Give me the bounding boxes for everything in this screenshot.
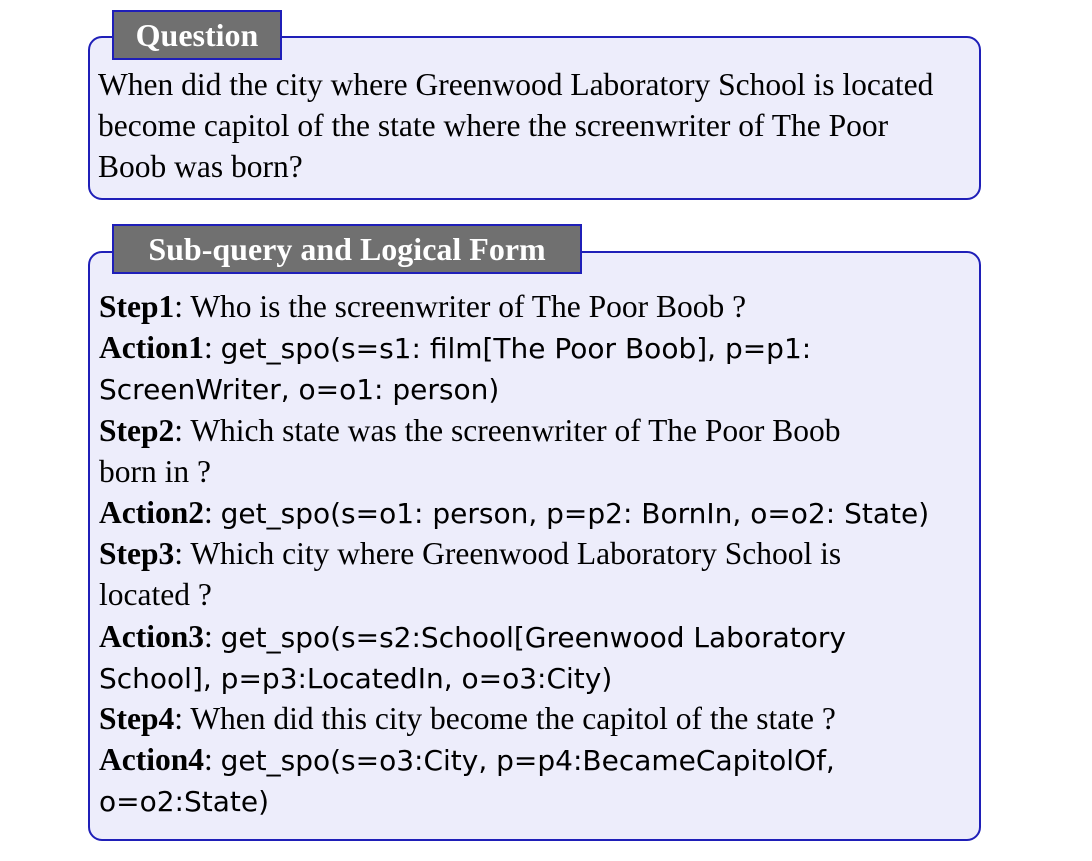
logical-form-text: get_spo(s=o1: person, p=p2: BornIn, o=o2: State): [220, 496, 930, 530]
question-panel: [88, 36, 981, 200]
step-key: Step2: [99, 412, 175, 448]
action-line: [99, 327, 974, 368]
step-line: [99, 698, 974, 739]
question-label: Question: [112, 10, 282, 60]
action-line: [99, 739, 974, 780]
action-key: Action2: [99, 494, 204, 530]
sub-query-text: Which city where Greenwood Laboratory School is: [190, 536, 842, 572]
key-separator: :: [204, 618, 221, 654]
key-separator: :: [204, 742, 221, 778]
key-separator: :: [204, 494, 221, 530]
key-separator: :: [174, 412, 191, 448]
logical-form-text: School], p=p3:LocatedIn, o=o3:City): [99, 661, 613, 695]
action-key: Action1: [99, 330, 204, 366]
key-separator: :: [174, 289, 191, 324]
logical-form-text: o=o2:State): [99, 785, 270, 819]
step-key: Step4: [99, 700, 175, 736]
logical-form-text: get_spo(s=s1: film[The Poor Boob], p=p1:: [220, 332, 812, 366]
continuation-line: [99, 657, 974, 698]
sub-query-text: born in ?: [99, 453, 211, 489]
subquery-label: Sub-query and Logical Form: [112, 224, 582, 274]
continuation-line: [99, 451, 974, 492]
step-line: [99, 410, 974, 451]
sub-query-text: Which state was the screenwriter of The Poor Boob: [190, 412, 841, 448]
step-line: [99, 533, 974, 574]
action-key: Action4: [99, 742, 204, 778]
logical-form-text: get_spo(s=s2:School[Greenwood Laboratory: [220, 620, 846, 654]
step-key: Step1: [99, 289, 175, 324]
key-separator: :: [174, 536, 191, 572]
question-text: When did the city where Greenwood Laboratory School is located become capitol of the state where the screenwriter of The Poor Boob was born?: [98, 67, 934, 184]
step-line: [99, 286, 974, 327]
sub-query-text: When did this city become the capitol of the state ?: [190, 700, 836, 736]
subquery-steps: [99, 286, 974, 821]
logical-form-text: get_spo(s=o3:City, p=p4:BecameCapitolOf,: [220, 744, 835, 778]
step-key: Step3: [99, 536, 175, 572]
continuation-line: [99, 780, 974, 821]
key-separator: :: [204, 330, 221, 366]
sub-query-text: Who is the screenwriter of The Poor Boob ?: [190, 289, 747, 324]
continuation-line: [99, 368, 974, 409]
sub-query-text: located ?: [99, 577, 212, 613]
continuation-line: [99, 574, 974, 615]
subquery-panel: [88, 251, 981, 841]
action-key: Action3: [99, 618, 204, 654]
action-line: [99, 492, 974, 533]
key-separator: :: [174, 700, 191, 736]
logical-form-text: ScreenWriter, o=o1: person): [99, 373, 500, 407]
action-line: [99, 616, 974, 657]
